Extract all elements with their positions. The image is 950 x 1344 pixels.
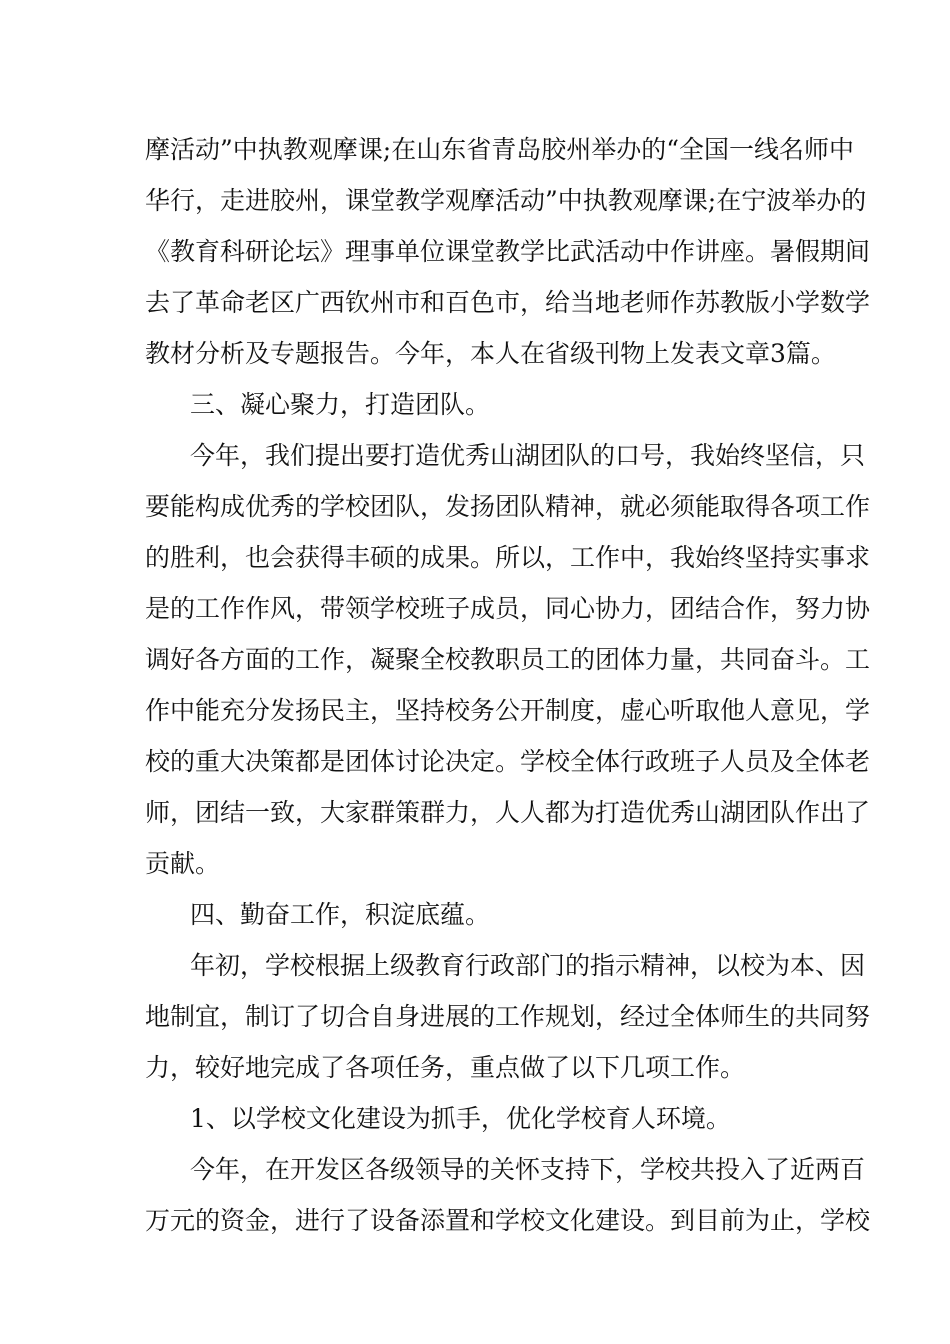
- text-line: 今年，在开发区各级领导的关怀支持下，学校共投入了近两百: [190, 1155, 866, 1184]
- text-line: 教材分析及专题报告。今年，本人在省级刊物上发表文章3篇。: [145, 339, 836, 368]
- text-line: 万元的资金，进行了设备添置和学校文化建设。到目前为止，学校: [145, 1206, 871, 1235]
- text-line: 作中能充分发扬民主，坚持校务公开制度，虚心听取他人意见，学: [145, 696, 871, 725]
- text-line: 去了革命老区广西钦州市和百色市，给当地老师作苏教版小学数学: [145, 288, 871, 317]
- text-line: 调好各方面的工作，凝聚全校教职员工的团体力量，共同奋斗。工: [145, 645, 871, 674]
- text-line: 的胜利，也会获得丰硕的成果。所以，工作中，我始终坚持实事求: [145, 543, 871, 572]
- text-line: 华行，走进胶州，课堂教学观摩活动”中执教观摩课;在宁波举办的: [145, 186, 867, 215]
- text-line: 今年，我们提出要打造优秀山湖团队的口号，我始终坚信，只: [190, 441, 866, 470]
- text-line: 师，团结一致，大家群策群力，人人都为打造优秀山湖团队作出了: [145, 798, 871, 827]
- section-heading: 三、凝心聚力，打造团队。: [190, 390, 491, 419]
- text-line: 力，较好地完成了各项任务，重点做了以下几项工作。: [145, 1053, 746, 1082]
- text-line: 地制宜，制订了切合自身进展的工作规划，经过全体师生的共同努: [145, 1002, 871, 1031]
- text-line: 贡献。: [145, 849, 221, 878]
- text-line: 是的工作作风，带领学校班子成员，同心协力，团结合作，努力协: [145, 594, 871, 623]
- text-line: 《教育科研论坛》理事单位课堂教学比武活动中作讲座。暑假期间: [145, 237, 871, 266]
- subsection-heading: 1、以学校文化建设为抓手，优化学校育人环境。: [190, 1104, 731, 1133]
- text-line: 摩活动”中执教观摩课;在山东省青岛胶州举办的“全国一线名师中: [145, 135, 854, 164]
- text-line: 年初，学校根据上级教育行政部门的指示精神，以校为本、因: [190, 951, 866, 980]
- section-heading: 四、勤奋工作，积淀底蕴。: [190, 900, 491, 929]
- text-line: 校的重大决策都是团体讨论决定。学校全体行政班子人员及全体老: [145, 747, 871, 776]
- text-line: 要能构成优秀的学校团队，发扬团队精神，就必须能取得各项工作: [145, 492, 871, 521]
